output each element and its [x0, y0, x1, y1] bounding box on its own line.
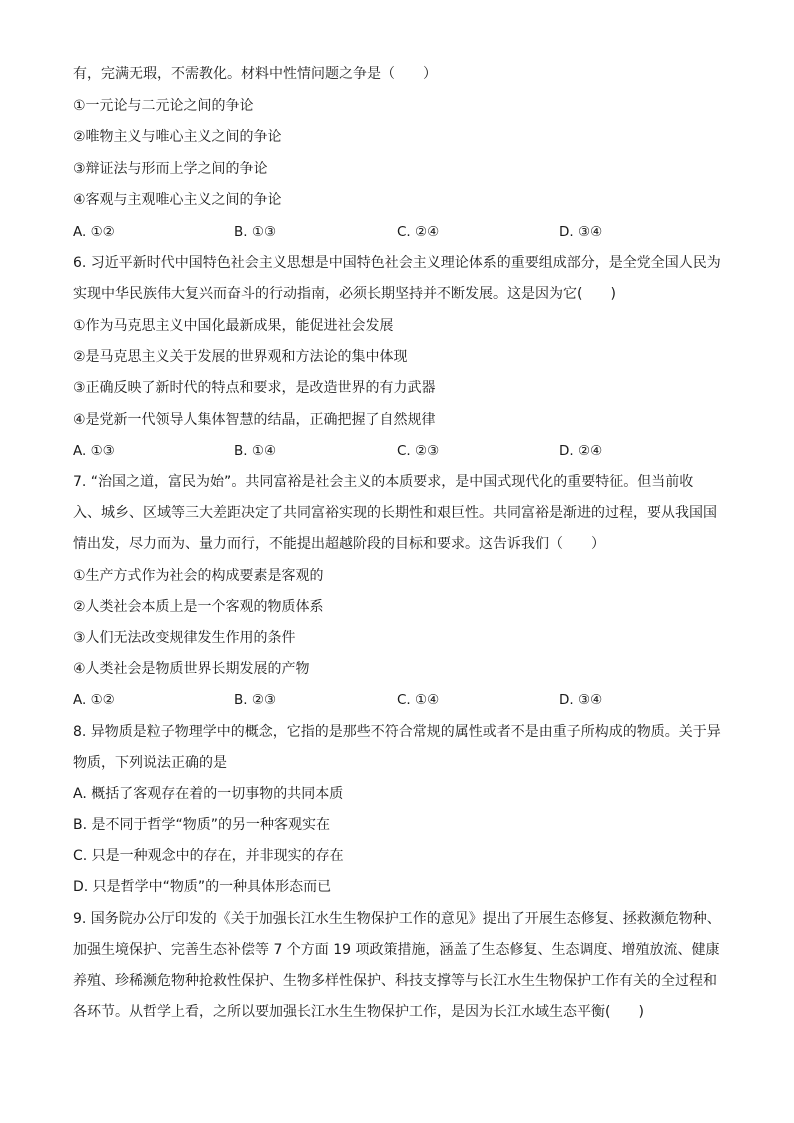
q5-stem-tail: 有，完满无瑕，不需教化。材料中性情问题之争是（ ）: [73, 66, 437, 82]
q8-option-d: D. 只是哲学中“物质”的一种具体形态而已: [73, 879, 332, 895]
q9-stem-line-3: 养殖、珍稀濒危物种抢救性保护、生物多样性保护、科技支撑等与长江水生生物保护工作有关的全过程和: [73, 973, 717, 989]
q5-statement-1: ①一元论与二元论之间的争论: [73, 98, 254, 114]
q6-option-c: C. ②③: [397, 443, 440, 459]
q6-statement-2: ②是马克思主义关于发展的世界观和方法论的集中体现: [73, 349, 408, 365]
q5-option-a: A. ①②: [73, 224, 115, 240]
q7-statement-4: ④人类社会是物质世界长期发展的产物: [73, 661, 310, 677]
q7-stem-line-2: 入、城乡、区域等三大差距决定了共同富裕实现的长期性和艰巨性。共同富裕是渐进的过程，要从我国国: [73, 505, 717, 521]
q5-option-b: B. ①③: [234, 224, 277, 240]
q9-stem-line-4: 各环节。从哲学上看，之所以要加强长江水生生物保护工作，是因为长江水域生态平衡( ): [73, 1004, 644, 1020]
q8-option-c: C. 只是一种观念中的存在，并非现实的存在: [73, 848, 344, 864]
q6-stem-line-2: 实现中华民族伟大复兴而奋斗的行动指南，必须长期坚持并不断发展。这是因为它( ): [73, 286, 616, 302]
q6-option-d: D. ②④: [559, 443, 603, 459]
q5-statement-4: ④客观与主观唯心主义之间的争论: [73, 192, 282, 208]
q7-stem-line-1: 7. “治国之道，富民为始”。共同富裕是社会主义的本质要求，是中国式现代化的重要特征。但当前收: [73, 474, 694, 490]
q6-stem-line-1: 6. 习近平新时代中国特色社会主义思想是中国特色社会主义理论体系的重要组成部分，是全党全国人民为: [73, 255, 721, 271]
q6-statement-1: ①作为马克思主义中国化最新成果，能促进社会发展: [73, 318, 394, 334]
q8-stem-line-1: 8. 异物质是粒子物理学中的概念，它指的是那些不符合常规的属性或者不是由重子所构成的物质。关于异: [73, 724, 721, 740]
q5-statement-3: ③辩证法与形而上学之间的争论: [73, 161, 268, 177]
q8-stem-line-2: 物质，下列说法正确的是: [73, 755, 227, 771]
q7-option-c: C. ①④: [397, 692, 440, 708]
q8-option-a: A. 概括了客观存在着的一切事物的共同本质: [73, 786, 344, 802]
q7-option-d: D. ③④: [559, 692, 603, 708]
q7-statement-1: ①生产方式作为社会的构成要素是客观的: [73, 568, 324, 584]
q5-option-d: D. ③④: [559, 224, 603, 240]
q9-stem-line-2: 加强生境保护、完善生态补偿等 7 个方面 19 项政策措施，涵盖了生态修复、生态调度、增殖放流、健康: [73, 942, 720, 958]
q7-option-a: A. ①②: [73, 692, 115, 708]
q9-stem-line-1: 9. 国务院办公厅印发的《关于加强长江水生生物保护工作的意见》提出了开展生态修复、拯救濒危物种、: [73, 911, 721, 927]
q6-statement-3: ③正确反映了新时代的特点和要求，是改造世界的有力武器: [73, 380, 436, 396]
q7-option-b: B. ②③: [234, 692, 277, 708]
q7-statement-2: ②人类社会本质上是一个客观的物质体系: [73, 599, 324, 615]
q7-statement-3: ③人们无法改变规律发生作用的条件: [73, 630, 296, 646]
q8-option-b: B. 是不同于哲学“物质”的另一种客观实在: [73, 817, 331, 833]
q7-stem-line-3: 情出发，尽力而为、量力而行，不能提出超越阶段的目标和要求。这告诉我们（ ）: [73, 536, 605, 552]
q6-option-b: B. ①④: [234, 443, 277, 459]
q5-statement-2: ②唯物主义与唯心主义之间的争论: [73, 129, 282, 145]
q5-option-c: C. ②④: [397, 224, 440, 240]
q6-option-a: A. ①③: [73, 443, 115, 459]
q6-statement-4: ④是党新一代领导人集体智慧的结晶，正确把握了自然规律: [73, 412, 436, 428]
